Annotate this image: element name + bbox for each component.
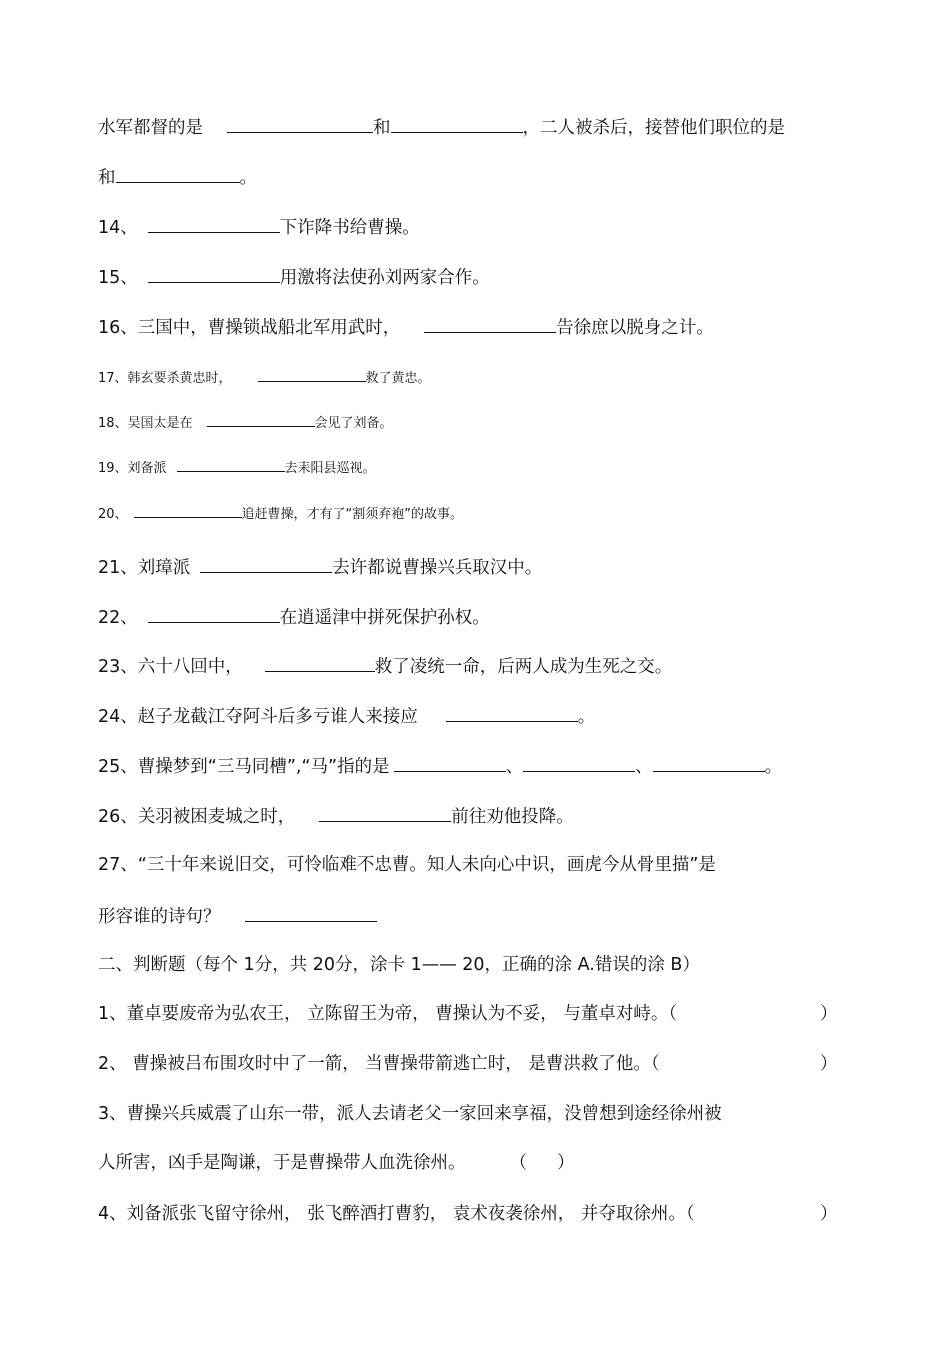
tf-item-2 [98,1052,660,1076]
tf-item-text: 人所害，凶手是陶谦，于是曹操带人血洗徐州。 [98,1153,466,1173]
section-title: 二、判断题（每个 1分，共 20分，涂卡 1—— 20，正确的涂 A.错误的涂 B） [98,955,700,975]
question-text: 。 [577,707,596,727]
tf-item-text: 4、刘备派张飞留守徐州， 张飞醉酒打曹豹， 袁术夜袭徐州， 并夺取徐州。（ [98,1204,695,1224]
answer-blank[interactable] [265,653,375,672]
question-text: 21、刘璋派 [98,558,191,578]
question-17 [98,368,431,388]
answer-paren-close[interactable]: ） [820,1004,838,1024]
tf-item-text: 1、董卓要废帝为弘农王， 立陈留王为帝， 曹操认为不妥， 与董卓对峙。（ [98,1004,678,1024]
question-text: 救了黄忠。 [365,371,431,386]
question-text: 用激将法使孙刘两家合作。 [279,268,490,288]
question-number: 22、 [98,608,138,628]
answer-blank[interactable] [424,314,556,333]
question-26 [98,803,574,829]
section-2-header [98,953,700,977]
answer-paren-close[interactable]: ） [557,1153,575,1173]
question-13-text: 和 [373,118,391,138]
question-13-line-1 [98,114,785,140]
answer-blank[interactable] [394,753,506,772]
tf-item-4 [98,1202,695,1226]
question-text: 26、关羽被困麦城之时， [98,807,296,827]
question-text: 会见了刘备。 [314,416,393,431]
question-text: 、 [505,757,524,777]
answer-blank[interactable] [200,554,332,573]
answer-blank[interactable] [148,604,280,623]
tf-item-text: 2、 曹操被吕布围攻时中了一箭， 当曹操带箭逃亡时， 是曹洪救了他。（ [98,1054,660,1074]
answer-blank[interactable] [116,164,240,183]
question-13-text: 和 [98,168,116,188]
question-number: 14、 [98,218,138,238]
question-text: 、 [635,757,653,777]
answer-blank[interactable] [177,458,285,472]
tf-item-text: 3、曹操兴兵威震了山东一带，派人去请老父一家回来享福，没曾想到途经徐州被 [98,1104,722,1124]
question-23 [98,653,672,679]
question-text: 追赶曹操，才有了“割须弃袍”的故事。 [241,507,464,522]
answer-paren-close[interactable]: ） [820,1054,838,1074]
tf-item-3-line-2 [98,1151,575,1175]
question-text: 去许都说曹操兴兵取汉中。 [332,558,543,578]
question-text: 23、六十八回中， [98,657,243,677]
question-text: 24、赵子龙截江夺阿斗后多亏谁人来接应 [98,707,418,727]
answer-blank[interactable] [227,114,373,133]
question-text: 告徐庶以脱身之计。 [556,318,714,338]
question-21 [98,554,542,580]
question-text: 下诈降书给曹操。 [279,218,420,238]
question-13-text: 水军都督的是 [98,118,203,138]
answer-blank[interactable] [148,214,280,233]
answer-paren-close[interactable]: ） [820,1204,838,1224]
question-text: 形容谁的诗句？ [98,907,221,927]
question-text: 18、吴国太是在 [98,416,193,431]
question-13-line-2 [98,164,257,190]
question-19 [98,458,376,478]
question-22 [98,604,490,630]
question-number: 15、 [98,268,138,288]
question-15 [98,264,490,290]
question-24 [98,703,595,729]
question-text: 16、三国中，曹操锁战船北军用武时， [98,318,401,338]
answer-blank[interactable] [245,903,377,922]
question-16 [98,314,714,340]
answer-blank[interactable] [446,703,578,722]
question-text: 。 [764,757,783,777]
tf-item-1 [98,1002,677,1026]
question-27-line-2 [98,903,377,929]
answer-blank[interactable] [148,264,280,283]
question-14 [98,214,420,240]
answer-blank[interactable] [653,753,765,772]
question-text: 前往劝他投降。 [451,807,574,827]
question-25 [98,753,782,779]
question-text: 去耒阳县巡视。 [284,461,376,476]
answer-blank[interactable] [134,504,242,518]
question-13-text: ，二人被杀后，接替他们职位的是 [522,118,785,138]
answer-blank[interactable] [207,413,315,427]
answer-blank[interactable] [391,114,523,133]
answer-blank[interactable] [319,803,451,822]
question-text: 25、曹操梦到“三马同槽”,“马”指的是 [98,757,390,777]
question-text: 27、“三十年来说旧交，可怜临难不忠曹。知人未向心中识，画虎今从骨里描”是 [98,855,716,875]
question-text: 在逍遥津中拼死保护孙权。 [279,608,490,628]
question-text: 救了凌统一命，后两人成为生死之交。 [374,657,673,677]
question-text: 19、刘备派 [98,461,167,476]
answer-blank[interactable] [258,368,366,382]
question-27-line-1 [98,853,716,877]
tf-item-3-line-1 [98,1102,722,1126]
answer-blank[interactable] [523,753,635,772]
question-20 [98,504,463,524]
question-18 [98,413,393,433]
question-text: 17、韩玄要杀黄忠时， [98,371,232,386]
question-13-text: 。 [239,168,257,188]
answer-paren-open[interactable]: （ [509,1153,527,1173]
question-number: 20、 [98,507,128,522]
